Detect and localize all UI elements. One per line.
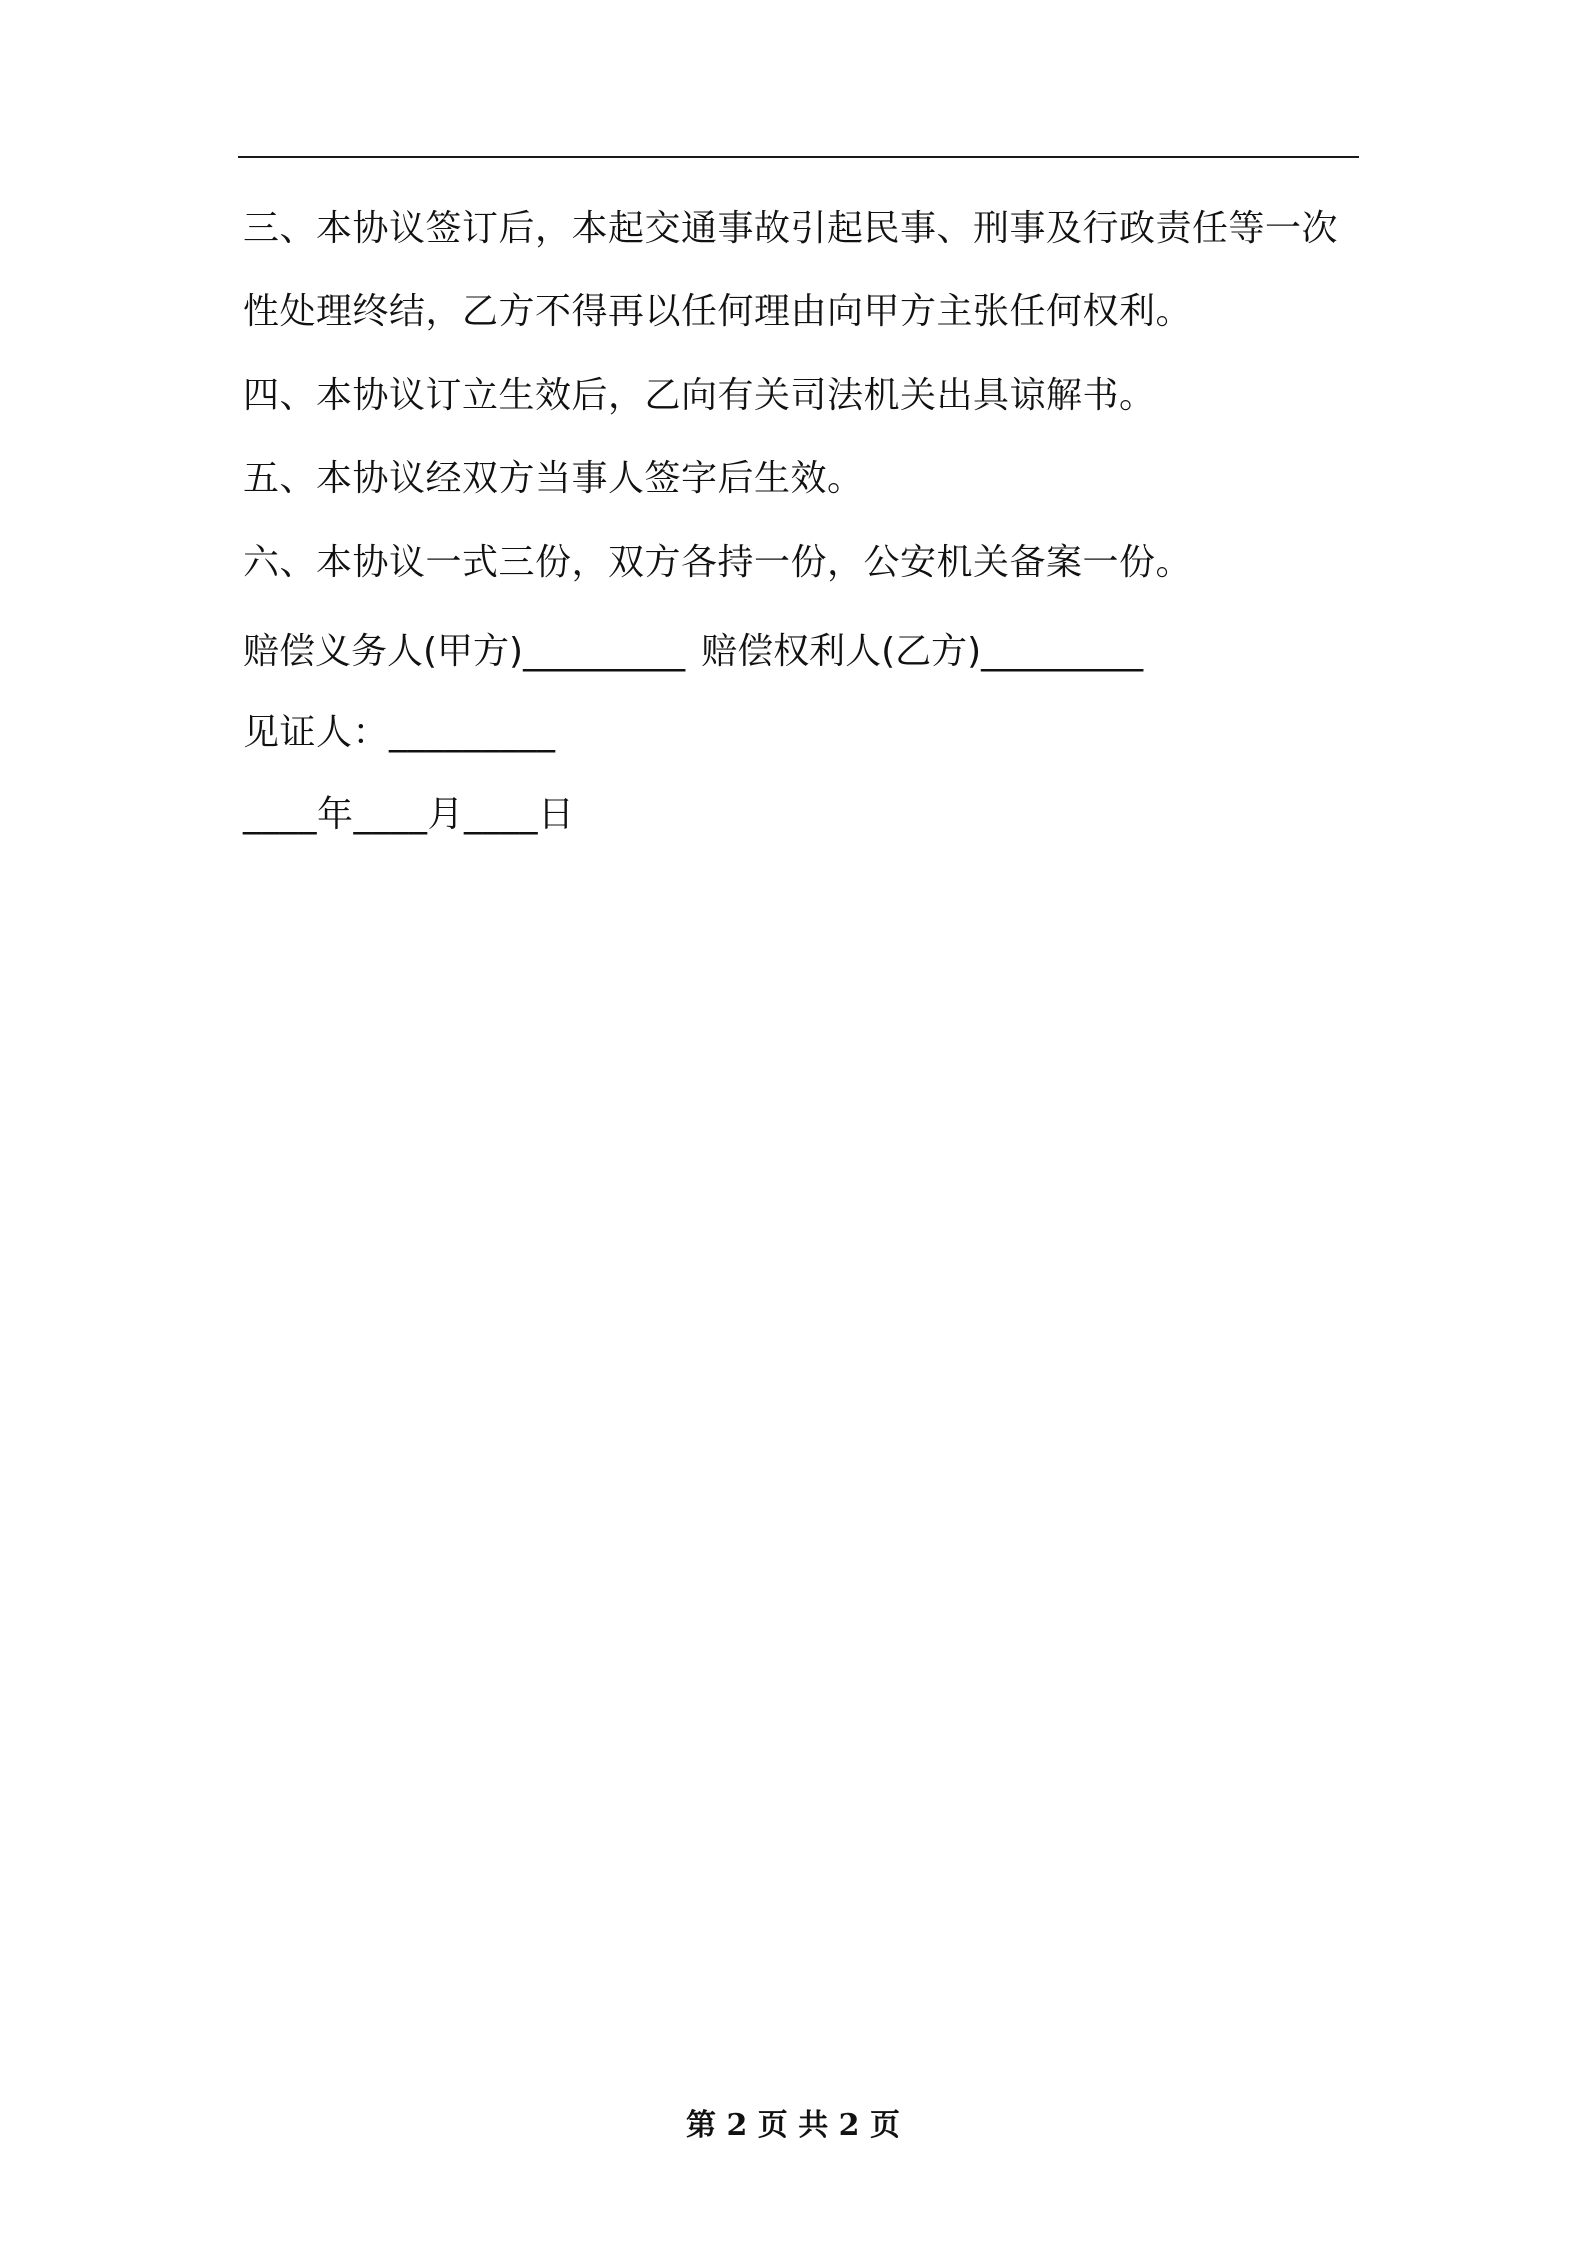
clause-3-line-1: 三、本协议签订后，本起交通事故引起民事、刑事及行政责任等一次: [243, 208, 1339, 249]
clause-4: 四、本协议订立生效后，乙向有关司法机关出具谅解书。: [243, 375, 1156, 416]
party-b-signature-line: 赔偿权利人(乙方)_________: [701, 631, 1144, 672]
witness-signature-line: 见证人：_________: [243, 712, 556, 753]
clause-6: 六、本协议一式三份，双方各持一份，公安机关备案一份。: [243, 542, 1193, 583]
clause-5: 五、本协议经双方当事人签字后生效。: [243, 458, 864, 499]
party-a-signature-line: 赔偿义务人(甲方)_________: [243, 631, 686, 672]
clause-3-line-2: 性处理终结，乙方不得再以任何理由向甲方主张任何权利。: [243, 291, 1193, 332]
signature-row: [243, 630, 1143, 674]
date-line: ____年____月____日: [243, 794, 575, 835]
header-divider: [238, 156, 1359, 158]
page-number-footer: 第 2 页 共 2 页: [686, 2108, 900, 2143]
